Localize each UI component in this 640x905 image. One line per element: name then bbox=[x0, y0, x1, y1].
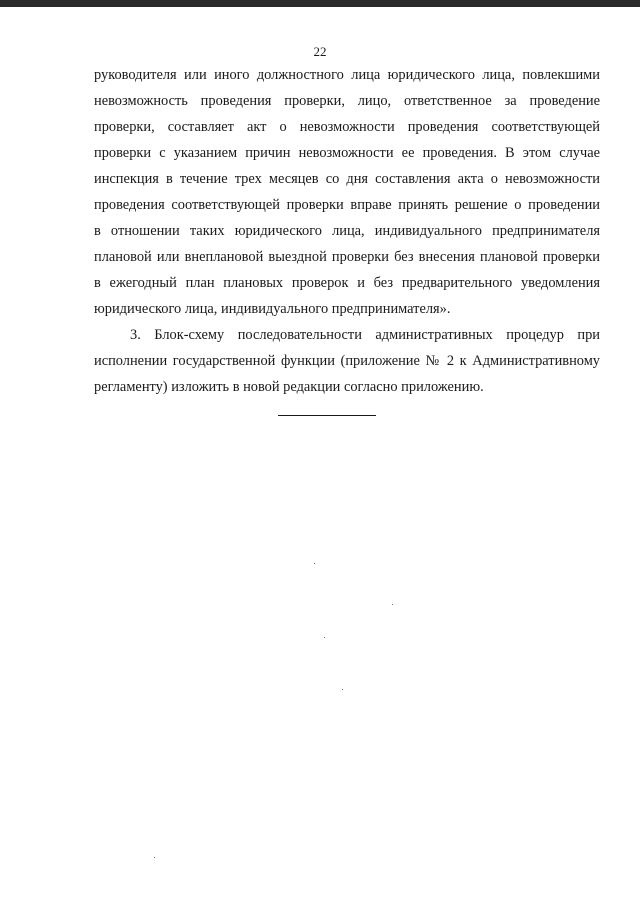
paragraph-2-line-1: 3. Блок-схему последовательности административных процедур при bbox=[130, 327, 600, 343]
paragraph-line-8: плановой или внеплановой выездной проверки без внесения плановой проверки bbox=[94, 249, 600, 265]
paragraph-line-10: юридического лица, индивидуального предпринимателя». bbox=[94, 301, 451, 317]
closing-rule bbox=[278, 415, 376, 416]
paragraph-line-5: инспекция в течение трех месяцев со дня составления акта о невозможности bbox=[94, 171, 600, 187]
scan-speck bbox=[324, 637, 325, 638]
page-top-border bbox=[0, 0, 640, 7]
page-number: 22 bbox=[313, 44, 327, 59]
paragraph-line-4: проверки с указанием причин невозможности ее проведения. В этом случае bbox=[94, 145, 600, 161]
paragraph-line-6: проведения соответствующей проверки вправе принять решение о проведении bbox=[94, 197, 600, 213]
paragraph-line-2: невозможность проведения проверки, лицо, ответственное за проведение bbox=[94, 93, 600, 109]
paragraph-2-line-2: исполнении государственной функции (приложение № 2 к Административному bbox=[94, 353, 600, 369]
paragraph-line-1: руководителя или иного должностного лица юридического лица, повлекшими bbox=[94, 67, 600, 83]
paragraph-line-9: в ежегодный план плановых проверок и без предварительного уведомления bbox=[94, 275, 600, 291]
scan-speck bbox=[154, 857, 155, 858]
paragraph-line-7: в отношении таких юридического лица, индивидуального предпринимателя bbox=[94, 223, 600, 239]
paragraph-line-3: проверки, составляет акт о невозможности проведения соответствующей bbox=[94, 119, 600, 135]
scan-speck bbox=[314, 563, 315, 564]
paragraph-2-line-3: регламенту) изложить в новой редакции согласно приложению. bbox=[94, 379, 484, 395]
scan-speck bbox=[342, 689, 343, 690]
scan-speck bbox=[392, 604, 393, 605]
